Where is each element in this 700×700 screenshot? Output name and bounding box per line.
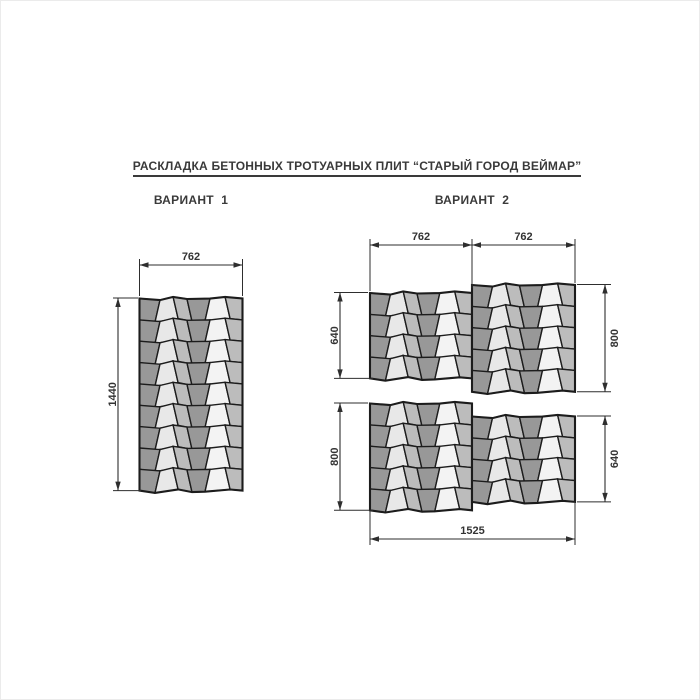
variant2-lower-right-panel [472,415,575,504]
dimension-value: 762 [514,231,533,243]
dimension-value: 1440 [106,382,119,407]
dimension-value: 640 [608,449,621,469]
dim-arrow [115,298,120,307]
dim-arrow [566,536,575,541]
dim-arrow [602,383,607,392]
dim-arrow [140,262,149,267]
dim-arrow [115,482,120,491]
dim-arrow [337,293,342,302]
dim-arrow [602,493,607,502]
variant2-upper-left-panel [370,291,472,380]
dim-arrow [602,285,607,294]
dim-arrow [337,403,342,412]
dimension-value: 800 [328,447,341,466]
dim-arrow [337,369,342,378]
diagram-title-text: РАСКЛАДКА БЕТОННЫХ ТРОТУАРНЫХ ПЛИТ “СТАРЫЙ ГОРОД ВЕЙМАР” [133,159,582,177]
variant2-upper-right-panel [472,283,575,394]
variant-2-label: ВАРИАНТ 2 [434,193,510,207]
dim-arrow [337,501,342,510]
dimension-value: 800 [608,328,621,348]
dim-arrow [472,242,481,247]
variant2-lower-left-panel [370,402,472,513]
dim-arrow [463,242,472,247]
dim-arrow [370,242,379,247]
variant-1-label: ВАРИАНТ 1 [153,193,229,207]
variant1-panel [140,297,243,493]
dimension-value: 640 [328,326,341,345]
dim-arrow [234,262,243,267]
dimension-value: 1525 [460,525,485,537]
dim-arrow [602,416,607,425]
dim-arrow [566,242,575,247]
dimension-value: 762 [181,251,201,263]
dimension-value: 762 [411,231,431,243]
dim-arrow [370,536,379,541]
